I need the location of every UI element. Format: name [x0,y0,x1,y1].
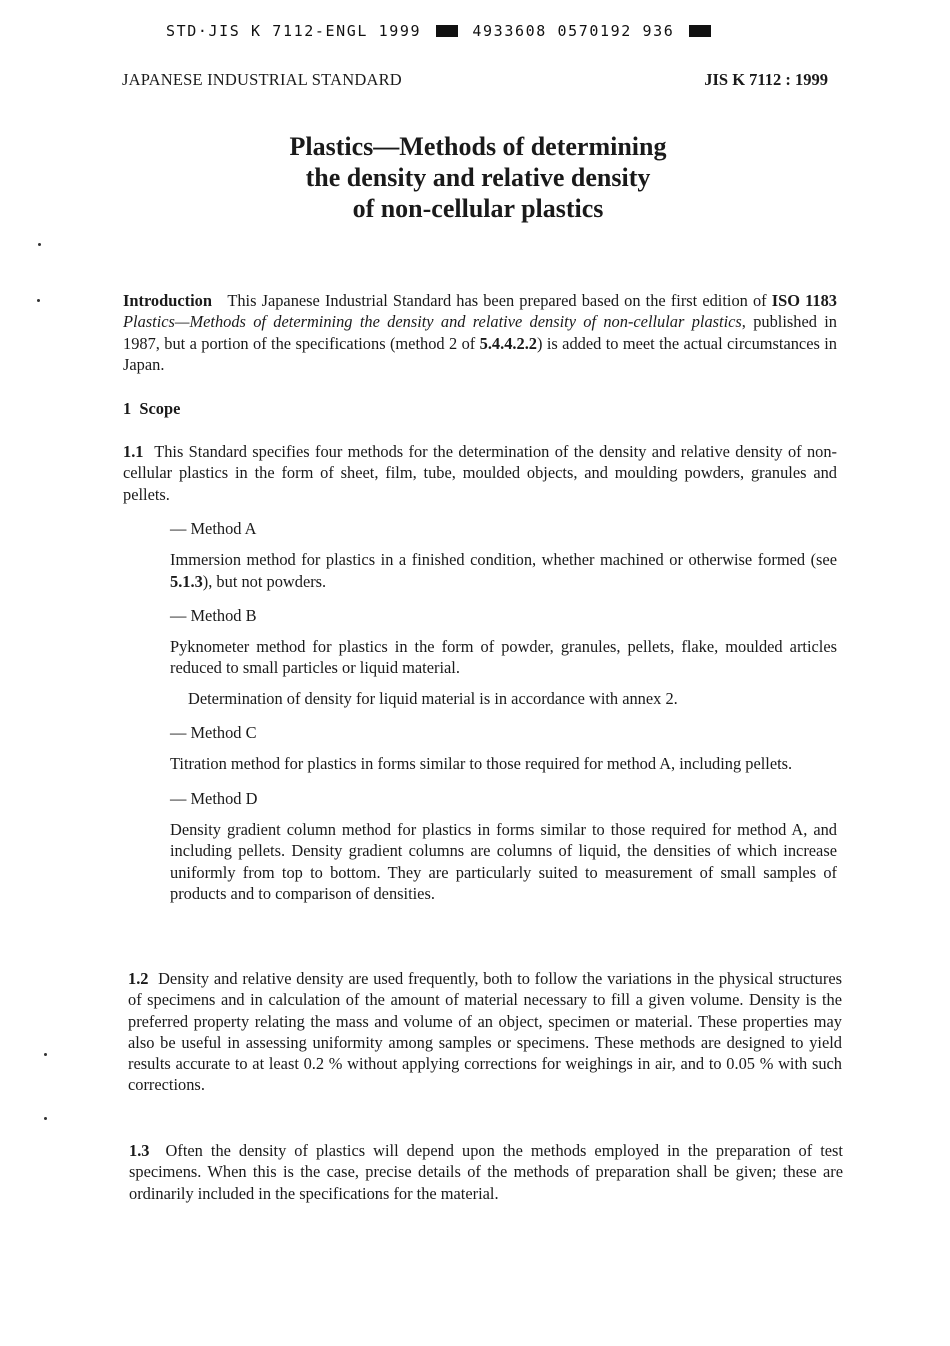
clause-reference: 5.1.3 [170,571,203,591]
intro-text: This Japanese Industrial Standard has been prepared based on the first edition of [227,291,767,310]
section-heading-scope [123,398,837,419]
black-bar-icon [689,25,711,37]
introduction-heading: Introduction [123,291,212,310]
clause-number: 1.3 [129,1141,150,1160]
clause-number: 1.1 [123,442,144,461]
scan-speck [44,1117,47,1120]
section-number: 1 [123,399,132,418]
scan-speck [37,299,40,302]
method-b-label: — Method B [170,605,257,625]
method-list [123,518,837,904]
method-b-note: Determination of density for liquid material is in accordance with annex 2. [188,688,678,708]
introduction-paragraph [123,290,837,375]
clause-number: 1.2 [128,969,149,988]
clause-text: Often the density of plastics will depend upon the methods employed in the preparation of test specimens. When this is the case, precise details of the methods of preparation shall be given; these are ordinarily included in the specifications for the material. [129,1141,843,1203]
method-a-text: Immersion method for plastics in a finished condition, whether machined or otherwise formed (see 5.1.3), but not powders. [170,550,837,591]
intro-text: ) is added to meet the actual circumstances in Japan. [123,333,837,374]
scan-speck [38,243,41,246]
method-c-label: — Method C [170,723,257,743]
method-a-label: — Method A [170,519,257,538]
standard-number: JIS K 7112 : 1999 [704,70,828,89]
clause-reference: 5.4.4.2.2 [479,333,537,353]
clause-1-3 [129,1140,843,1204]
scan-speck [44,1053,47,1056]
document-code-line [166,22,715,40]
title-line: of non-cellular plastics [352,194,604,223]
document-title [0,131,950,224]
clause-1-1 [123,441,837,505]
title-line: the density and relative density [305,163,651,192]
method-d-text: Density gradient column method for plastics in forms similar to those required for method A, and including pellets. Density gradient columns are columns of liquid, the densities of which increase uniformly from top to bottom. They are particularly suited to measurement of small samples of products and to comparison of densities. [170,819,837,903]
clause-text: Density and relative density are used frequently, both to follow the variations in the physical structures of specimens and in calculation of the amount of material necessary to fill a given volume. Density is the preferred property relating the mass and volume of an object, specimen or material. These properties may also be useful in assessing uniformity among samples or specimens. These methods are designed to yield results accurate to at least 0.2 % without applying corrections for weighings in air, and to 0.05 % with such corrections. [128,969,842,1095]
standard-label: JAPANESE INDUSTRIAL STANDARD [122,70,402,89]
clause-text: This Standard specifies four methods for the determination of the density and relative density of non-cellular plastics in the form of sheet, film, tube, moulded objects, and moulding powders, granules and pellets. [123,442,837,504]
document-code: STD·JIS K 7112-ENGL 1999 [166,22,422,40]
method-d-label: — Method D [170,788,258,808]
iso-title: Plastics—Methods of determining the density and relative density of non-cellular plastics [123,312,742,332]
barcode-number: 4933608 0570192 936 [472,22,675,40]
black-bar-icon [436,25,458,37]
method-b-text: Pyknometer method for plastics in the form of powder, granules, pellets, flake, moulded articles reduced to small particles or liquid material. [170,637,837,678]
section-title: Scope [139,399,181,418]
clause-1-2 [128,968,842,1096]
method-c-text: Titration method for plastics in forms similar to those required for method A, including pellets. [170,754,793,774]
title-line: Plastics—Methods of determining [289,132,667,161]
iso-reference: ISO 1183 [771,291,838,310]
intro-text: , published in 1987, but a portion of the specifications (method 2 of [123,312,837,353]
